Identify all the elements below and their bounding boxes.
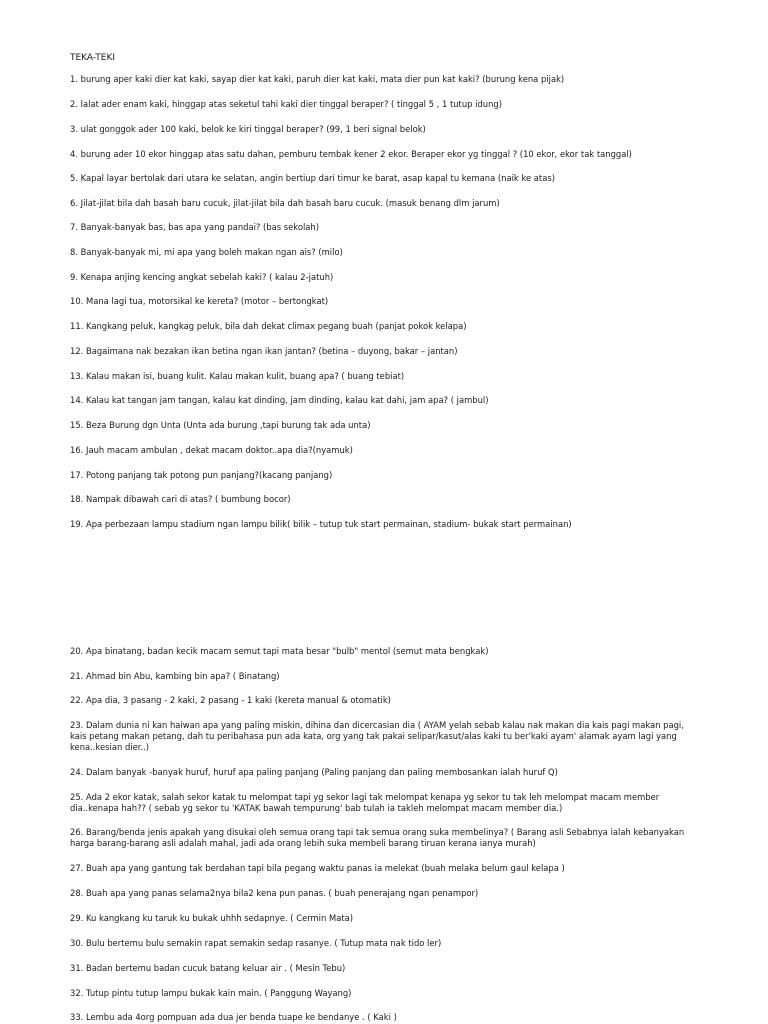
- riddle-item: 15. Beza Burung dgn Unta (Unta ada burung ,tapi burung tak ada unta): [70, 420, 371, 430]
- riddle-item: 31. Badan bertemu badan cucuk batang keluar air . ( Mesin Tebu): [70, 963, 346, 973]
- riddle-item: 12. Bagaimana nak bezakan ikan betina ngan ikan jantan? (betina – duyong, bakar – jantan): [70, 346, 458, 356]
- riddle-item: 11. Kangkang peluk, kangkag peluk, bila dah dekat climax pegang buah (panjat pokok kelapa): [70, 321, 467, 331]
- riddle-item: 25. Ada 2 ekor katak, salah sekor katak tu melompat tapi yg sekor lagi tak melompat kenapa yg sekor tu tak leh melompat macam member dia..kenapa hah?? ( sebab yg sekor tu 'KATAK bawah tempurung' bab tulah ia takleh melompat macam member dia.): [70, 792, 660, 813]
- riddle-item: 22. Apa dia, 3 pasang - 2 kaki, 2 pasang - 1 kaki (kereta manual & otomatik): [70, 695, 391, 705]
- riddle-item: 8. Banyak-banyak mi, mi apa yang boleh makan ngan ais? (milo): [70, 247, 343, 257]
- riddle-item: 19. Apa perbezaan lampu stadium ngan lampu bilik( bilik – tutup tuk start permainan, stadium- bukak start permainan): [70, 519, 572, 529]
- riddle-item: 1. burung aper kaki dier kat kaki, sayap dier kat kaki, paruh dier kat kaki, mata dier pun kat kaki? (burung kena pijak): [70, 74, 565, 84]
- riddle-item: 26. Barang/benda jenis apakah yang disukai oleh semua orang tapi tak semua orang suka membelinya? ( Barang asli Sebabnya ialah kebanyakan harga barang-barang asli adalah mahal, jadi ada orang lebih suka membeli barang tiruan kerana ianya murah): [70, 827, 685, 848]
- document-title: TEKA-TEKI: [70, 53, 116, 63]
- riddle-item: 29. Ku kangkang ku taruk ku bukak uhhh sedapnye. ( Cermin Mata): [70, 913, 354, 923]
- riddle-item: 30. Bulu bertemu bulu semakin rapat semakin sedap rasanye. ( Tutup mata nak tido ler): [70, 938, 442, 948]
- riddle-item: 7. Banyak-banyak bas, bas apa yang pandai? (bas sekolah): [70, 222, 319, 232]
- riddle-item: 17. Potong panjang tak potong pun panjang?(kacang panjang): [70, 470, 333, 480]
- riddle-item: 28. Buah apa yang panas selama2nya bila2 kena pun panas. ( buah penerajang ngan penampor): [70, 888, 479, 898]
- riddle-item: 21. Ahmad bin Abu, kambing bin apa? ( Binatang): [70, 671, 280, 681]
- riddle-item: 33. Lembu ada 4org pompuan ada dua jer benda tuape ke bendanye . ( Kaki ): [70, 1012, 397, 1022]
- riddle-item: 14. Kalau kat tangan jam tangan, kalau kat dinding, jam dinding, kalau kat dahi, jam apa? ( jambul): [70, 395, 489, 405]
- riddle-item: 32. Tutup pintu tutup lampu bukak kain main. ( Panggung Wayang): [70, 988, 352, 998]
- riddle-item: 16. Jauh macam ambulan , dekat macam doktor..apa dia?(nyamuk): [70, 445, 353, 455]
- riddle-item: 10. Mana lagi tua, motorsikal ke kereta? (motor – bertongkat): [70, 296, 329, 306]
- riddle-item: 5. Kapal layar bertolak dari utara ke selatan, angin bertiup dari timur ke barat, asap kapal tu kemana (naik ke atas): [70, 173, 555, 183]
- riddle-item: 27. Buah apa yang gantung tak berdahan tapi bila pegang waktu panas ia melekat (buah melaka belum gaul kelapa ): [70, 863, 565, 873]
- riddle-item: 13. Kalau makan isi, buang kulit. Kalau makan kulit, buang apa? ( buang tebiat): [70, 371, 405, 381]
- riddle-item: 9. Kenapa anjing kencing angkat sebelah kaki? ( kalau 2-jatuh): [70, 272, 334, 282]
- riddle-item: 24. Dalam banyak -banyak huruf, huruf apa paling panjang (Paling panjang dan paling membosankan ialah huruf Q): [70, 767, 558, 777]
- riddle-item: 20. Apa binatang, badan kecik macam semut tapi mata besar "bulb" mentol (semut mata bengkak): [70, 646, 489, 656]
- riddle-item: 6. Jilat-jilat bila dah basah baru cucuk, jilat-jilat bila dah basah baru cucuk. (masuk benang dlm jarum): [70, 198, 500, 208]
- riddle-item: 3. ulat gonggok ader 100 kaki, belok ke kiri tinggal beraper? (99, 1 beri signal belok): [70, 124, 426, 134]
- riddle-item: 2. lalat ader enam kaki, hinggap atas seketul tahi kaki dier tinggal beraper? ( tinggal 5 , 1 tutup idung): [70, 99, 502, 109]
- riddle-item: 4. burung ader 10 ekor hinggap atas satu dahan, pemburu tembak kener 2 ekor. Beraper ekor yg tinggal ? (10 ekor, ekor tak tanggal): [70, 149, 632, 159]
- riddle-item: 23. Dalam dunia ni kan haiwan apa yang paling miskin, dihina dan dicercasian dia ( AYAM yelah sebab kalau nak makan dia kais pagi makan pagi, kais petang makan petang, dah tu peribahasa pun ada kata, org yang tak pakai selipar/kasut/alas kaki tu ber'kaki ayam' alamak ayam lagi yang kena..kesian dier..): [70, 720, 684, 752]
- riddle-item: 18. Nampak dibawah cari di atas? ( bumbung bocor): [70, 494, 291, 504]
